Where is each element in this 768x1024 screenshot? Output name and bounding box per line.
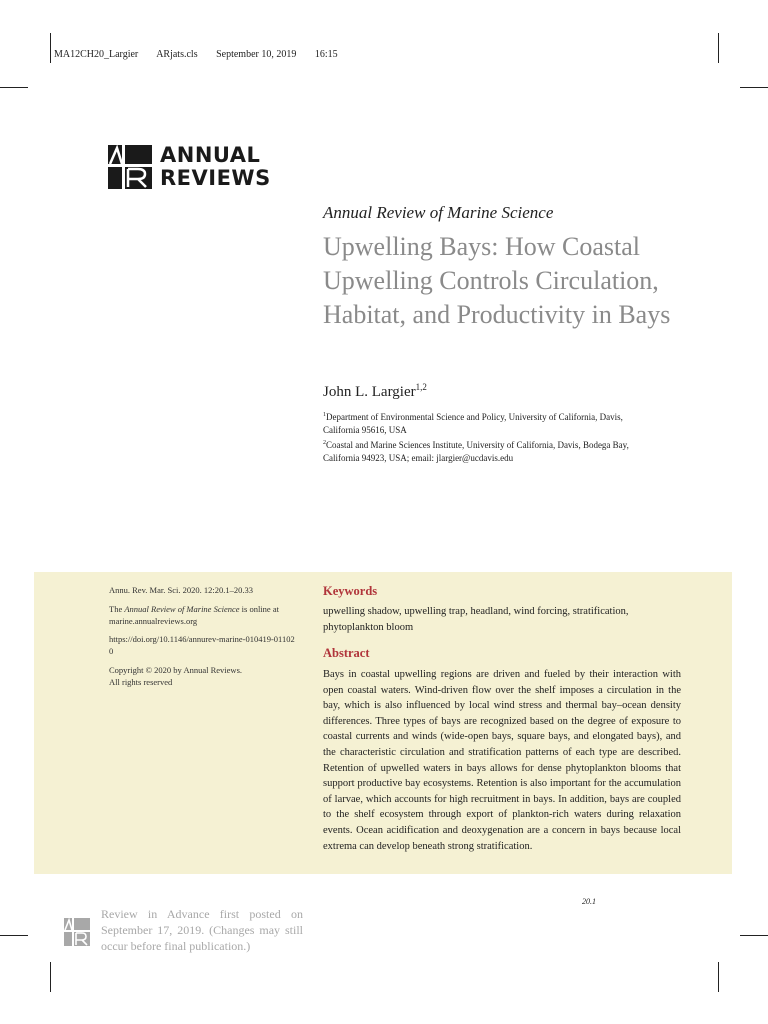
ar-footer-logo-icon <box>64 918 90 946</box>
crop-mark <box>740 87 768 88</box>
online-journal: Annual Review of Marine Science <box>124 604 240 614</box>
affiliation-text: Coastal and Marine Sciences Institute, University of California, Davis, Bodega Bay, California 94923, USA; email: jlargier@ucdavis.edu <box>323 440 629 463</box>
keywords-list: upwelling shadow, upwelling trap, headland, wind forcing, stratification, phytoplankton bloom <box>323 606 629 633</box>
ar-logo-icon <box>108 145 152 189</box>
crop-mark <box>740 935 768 936</box>
author-line <box>323 382 427 401</box>
crop-mark <box>0 87 28 88</box>
doi-link[interactable]: https://doi.org/10.1146/annurev-marine-010419-011020 <box>109 634 295 656</box>
affiliation-1 <box>323 409 653 436</box>
abstract-heading: Abstract <box>323 646 370 660</box>
abstract-text: Bays in coastal upwelling regions are driven and fueled by their interaction with open coastal waters. Wind-driven flow over the shelf imposes a circulation in the bay, which is also influenced by local wind stress and thermal bay–ocean density differences. Three types of bays are recognized based on the degree of exposure to coastal currents and winds (wide-open bays, square bays, and elongated bays), and the characteristic circulation and stratification patterns of each type are described. Retention of upwelled waters in bays allows for dense phytoplankton blooms that support productive bay ecosystems. Retention is also important for the accumulation of larvae, which accounts for high recruitment in bays. In addition, bays are coupled to the shelf ecosystem through export of plankton-rich waters during relaxation events. Ocean acidification and deoxygenation are a concern in bays because local extrema can develop beneath strong stratification. <box>323 669 681 852</box>
crop-mark <box>718 33 719 63</box>
class-file: ARjats.cls <box>156 49 198 60</box>
page-number: 20.1 <box>582 897 596 906</box>
article-title: Upwelling Bays: How Coastal Upwelling Controls Circulation, Habitat, and Productivity in Bays <box>323 232 671 329</box>
affiliation-sup: 1 <box>323 412 326 418</box>
manuscript-id: MA12CH20_Largier <box>54 49 139 60</box>
slug-line <box>54 49 354 60</box>
review-in-advance-note: Review in Advance first posted on September 17, 2019. (Changes may still occur before final publication.) <box>101 907 303 953</box>
crop-mark <box>50 33 51 63</box>
online-note: The Annual Review of Marine Science is online at marine.annualreviews.org <box>109 604 279 626</box>
keywords-heading: Keywords <box>323 584 378 598</box>
slug-date: September 10, 2019 <box>216 49 297 60</box>
affiliation-2 <box>323 437 653 464</box>
affiliation-text: Department of Environmental Science and Policy, University of California, Davis, California 95616, USA <box>323 412 623 435</box>
copyright: Copyright © 2020 by Annual Reviews. All rights reserved <box>109 665 243 687</box>
author-name: John L. Largier <box>323 384 416 400</box>
journal-name: Annual Review of Marine Science <box>323 203 554 222</box>
logo-line-2: REVIEWS <box>160 166 271 190</box>
crop-mark <box>0 935 28 936</box>
logo-wordmark <box>160 144 271 190</box>
annual-reviews-logo <box>108 144 271 190</box>
affiliation-sup: 2 <box>323 440 326 446</box>
author-affil-sup: 1,2 <box>415 382 427 392</box>
crop-mark <box>718 962 719 992</box>
logo-line-1: ANNUAL <box>160 143 261 167</box>
citation: Annu. Rev. Mar. Sci. 2020. 12:20.1–20.33 <box>109 585 253 595</box>
crop-mark <box>50 962 51 992</box>
slug-time: 16:15 <box>314 49 338 60</box>
